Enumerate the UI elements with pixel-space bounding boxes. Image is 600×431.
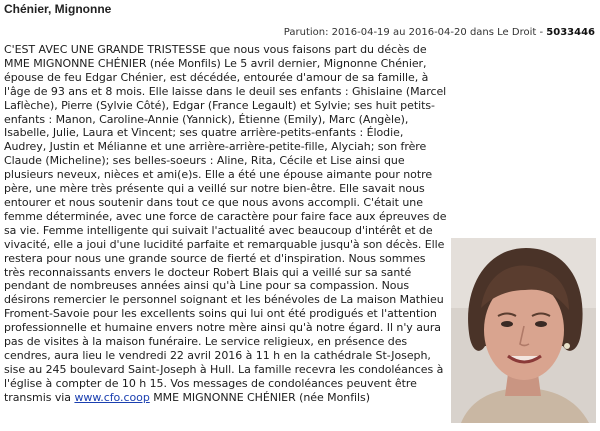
date-end: 2016-04-20 [408, 27, 467, 38]
obituary-text [4, 43, 592, 423]
photo-right-eye [535, 321, 547, 327]
obituary-closing: MME MIGNONNE CHÉNIER (née Monfils) [149, 390, 370, 404]
publication-info [284, 27, 595, 38]
photo-earring [564, 343, 570, 349]
parution-label: Parution: [283, 27, 329, 38]
date-separator: au [392, 27, 406, 38]
obituary-title: Chénier, Mignonne [4, 2, 112, 16]
separator: - [539, 27, 544, 38]
publication-name: Le Droit [497, 27, 537, 38]
photo-left-eye [501, 321, 513, 327]
date-start: 2016-04-19 [331, 27, 390, 38]
obituary-opening: C'EST AVEC UNE GRANDE TRISTESSE [4, 43, 207, 56]
portrait-photo-svg [451, 238, 596, 423]
publication-pre: dans [469, 27, 494, 38]
portrait-photo [451, 238, 596, 423]
ad-number: 5033446 [546, 27, 595, 38]
condolences-link[interactable]: www.cfo.coop [74, 390, 150, 404]
obituary-body: que nous vous faisons part du décès de MME MIGNONNE CHÉNIER (née Monfils) Le 5 avril dernier, Mignonne Chénier, épouse de feu Edgar Chénier, est décédée, entourée d'amour de sa famille, à l'âge de 93 ans et 8 mois. Elle laisse dans le deuil ses enfants : Ghislaine (Marcel Laflèche), Pierre (Sylvie Côté), Edgar (France Legault) et Sylvie; ses huit petits-enfants : Manon, Caroline-Annie (Yannick), Étienne (Emily), Marc (Angèle), Isabelle, Julie, Laura et Vincent; ses quatre arrière-petits-enfants : Élodie, Audrey, Justin et Mélianne et une arrière-arrière-petite-fille, Alyciah; son frère Claude (Micheline); ses belles-soeurs : Aline, Rita, Cécile et Lise ainsi que plusieurs neveux, nièces et ami(e)s. Elle a été une épouse aimante pour notre père, une mère très présente qui a veillé sur notre bien-être. Elle savait nous entourer et nous soutenir dans tout ce que nous avons accompli. C'était une femme déterminée, avec une force de caractère pour faire face aux épreuves de sa vie. Femme intelligente qui suivait l'actualité avec beaucoup d'intérêt et de vivacité, elle a joui d'une lucidité parfaite et remarquable jusqu'à son décès. Elle restera pour nous une grande source de fierté et d'inspiration. Nous sommes très reconnaissants envers le docteur Robert Blais qui a veillé sur sa santé pendant de nombreuses années ainsi qu'à Line pour sa compassion. Nous désirons remercier le personnel soignant et les bénévoles de La maison Mathieu Froment-Savoie pour les excellents soins qui lui ont été prodigués et l'attention professionnelle et humaine envers notre mère ainsi qu'à notre égard. Il n'y aura pas de visites à la maison funéraire. Le service religieux, en présence des cendres, aura lieu le vendredi 22 avril 2016 à 11 h en la cathédrale St-Joseph, sise au 245 boulevard Saint-Joseph à Hull. La famille recevra les condoléances à l'église à compter de 10 h 15. Vos messages de condoléances peuvent être transmis via [4, 43, 447, 404]
